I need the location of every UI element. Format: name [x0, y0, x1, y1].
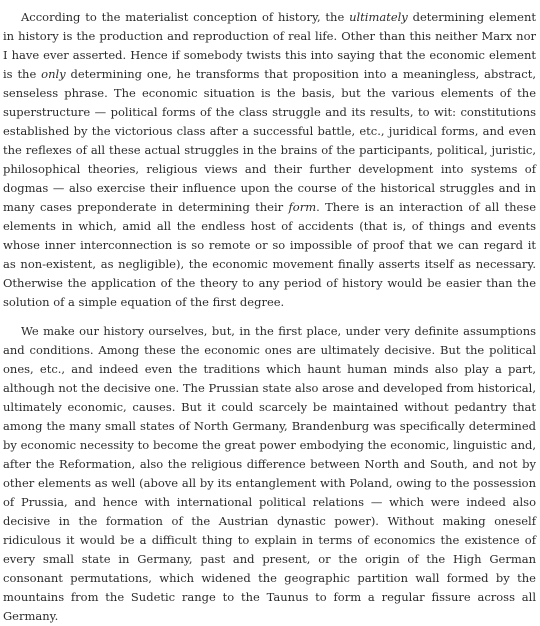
emphasis-form: form	[288, 200, 317, 214]
paragraph-text: According to the materialist conception of history, the	[21, 10, 350, 24]
document-body	[3, 8, 536, 626]
paragraph-text: determining one, he transforms that proposition into a meaningless, abstract, senseless phrase. The economic situation is the basis, but the various elements of the superstructure — political forms of the class struggle and its results, to wit: constitutions established by the victorious class after a successful battle, etc., juridical forms, and even the reflexes of all these actual struggles in the brains of the participants, political, juristic, philosophical theories, religious views and their further development into systems of dogmas — also exercise their influence upon the course of the historical struggles and in many cases preponderate in determining their	[3, 67, 536, 214]
paragraph-text: determining element in history is the production and reproduction of real life. Other than this neither Marx nor I have ever asserted. Hence if somebody twists this into saying that the economic element is the	[3, 10, 536, 81]
emphasis-only: only	[41, 67, 66, 81]
paragraph-text: . There is an interaction of all these elements in which, amid all the endless host of accidents (that is, of things and events whose inner interconnection is so remote or so impossible of proof that we can regard it as non-existent, as negligible), the economic movement finally asserts itself as necessary. Otherwise the application of the theory to any period of history would be easier than the solution of a simple equation of the first degree.	[3, 200, 537, 309]
paragraph-2	[3, 322, 536, 626]
emphasis-ultimately: ultimately	[349, 10, 408, 24]
paragraph-text: We make our history ourselves, but, in the first place, under very definite assumptions and conditions. Among these the economic ones are ultimately decisive. But the political ones, etc., and indeed even the traditions which haunt human minds also play a part, although not the decisive one. The Prussian state also arose and developed from historical, ultimately economic, causes. But it could scarcely be maintained without pedantry that among the many small states of North Germany, Brandenburg was specifically determined by economic necessity to become the great power embodying the economic, linguistic and, after the Reformation, also the religious difference between North and South, and not by other elements as well (above all by its entanglement with Poland, owing to the possession of Prussia, and hence with international political relations — which were indeed also decisive in the formation of the Austrian dynastic power). Without making oneself ridiculous it would be a difficult thing to explain in terms of economics the existence of every small state in Germany, past and present, or the origin of the High German consonant permutations, which widened the geographic partition wall formed by the mountains from the Sudetic range to the Taunus to form a regular fissure across all Germany.	[3, 324, 536, 623]
paragraph-1	[3, 8, 536, 312]
